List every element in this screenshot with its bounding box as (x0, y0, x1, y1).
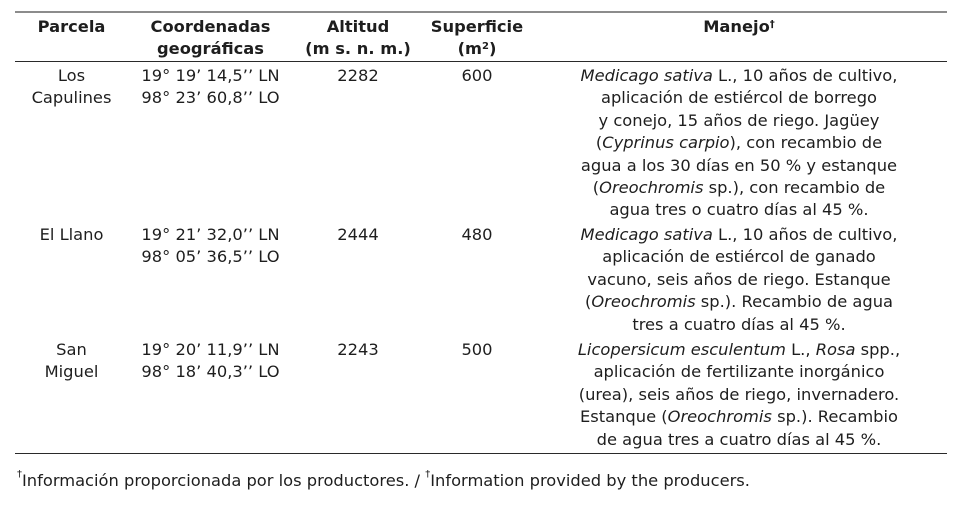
cell-altitud: 2444 (337, 225, 379, 244)
manejo-line (531, 110, 947, 132)
manejo-text: sp.). Recambio de agua (695, 292, 894, 312)
cell-superficie: 500 (461, 340, 493, 359)
manejo-line (531, 246, 947, 268)
manejo-text: sp.). Recambio (771, 407, 898, 427)
manejo-text: agua tres o cuatro días al 45 %. (609, 200, 869, 220)
manejo-text: y conejo, 15 años de riego. Jagüey (598, 110, 880, 130)
header-superficie-line2 (423, 38, 531, 60)
header-altitud-line1: Altitud (326, 17, 390, 36)
manejo-text: ( (595, 133, 603, 153)
cell-coordenadas (128, 65, 293, 224)
superficie-close: ) (488, 39, 497, 59)
footnote-text-en: Information provided by the producers. (430, 471, 750, 490)
table-row (15, 339, 947, 453)
table-bottom-rule (15, 453, 947, 454)
coord-latitude: 19° 21’ 32,0’’ LN (141, 225, 280, 244)
header-manejo-label: Manejo (703, 17, 770, 36)
manejo-line (531, 339, 947, 361)
header-manejo (531, 16, 947, 61)
manejo-line (531, 291, 947, 313)
manejo-text: L., 10 años de cultivo, (712, 66, 898, 85)
header-parcela (15, 16, 128, 61)
manejo-line (531, 177, 947, 199)
manejo-line (531, 224, 947, 246)
dagger-mark: † (769, 19, 775, 30)
manejo-text: ( (592, 178, 600, 198)
cell-coordenadas (128, 339, 293, 453)
manejo-line (531, 361, 947, 383)
cell-manejo (531, 339, 947, 453)
parcela-line: Miguel (44, 362, 99, 382)
cell-manejo (531, 65, 947, 224)
cell-altitud: 2282 (337, 66, 379, 85)
table-row (15, 62, 947, 224)
manejo-line (531, 87, 947, 109)
species-name: Oreochromis (591, 292, 696, 312)
manejo-text: aplicación de estiércol de ganado (602, 247, 876, 267)
parcela-line: El Llano (39, 225, 104, 244)
cell-manejo (531, 224, 947, 339)
manejo-line (531, 406, 947, 428)
header-coordenadas (128, 16, 293, 61)
coord-longitude: 98° 05’ 36,5’’ LO (141, 247, 280, 267)
manejo-text: L., (785, 340, 816, 359)
manejo-text: aplicación de estiércol de borrego (601, 88, 877, 108)
header-altitud-line2: (m s. n. m.) (305, 39, 411, 59)
species-name: Licopersicum esculentum (577, 340, 786, 359)
manejo-line (531, 155, 947, 177)
manejo-text: ), con recambio de (729, 133, 883, 153)
manejo-line (531, 269, 947, 291)
manejo-line (531, 384, 947, 406)
data-table (15, 11, 947, 454)
superficie-unit: (m (457, 39, 482, 59)
table-row (15, 224, 947, 339)
header-coordenadas-line2: geográficas (157, 39, 264, 59)
header-superficie-line1: Superficie (430, 17, 524, 36)
species-name: Oreochromis (667, 407, 772, 427)
manejo-text: agua a los 30 días en 50 % y estanque (580, 155, 898, 175)
manejo-line (531, 314, 947, 336)
manejo-text: vacuno, seis años de riego. Estanque (587, 269, 891, 289)
cell-parcela (15, 339, 128, 453)
coord-latitude: 19° 20’ 11,9’’ LN (141, 340, 280, 359)
species-name: Cyprinus carpio (602, 133, 730, 153)
species-name: Medicago sativa (580, 225, 713, 244)
cell-superficie: 480 (461, 225, 493, 244)
dagger-mark: † (425, 469, 431, 480)
coord-longitude: 98° 23’ 60,8’’ LO (141, 88, 280, 108)
superficie-exponent: 2 (481, 41, 489, 53)
manejo-text: ( (584, 292, 592, 312)
manejo-text: tres a cuatro días al 45 %. (632, 314, 846, 334)
parcela-line: San (56, 340, 87, 359)
species-name: Rosa (815, 340, 856, 359)
manejo-line (531, 65, 947, 87)
header-coordenadas-line1: Coordenadas (150, 17, 271, 36)
species-name: Oreochromis (599, 178, 704, 198)
manejo-text: sp.), con recambio de (703, 178, 886, 198)
manejo-text: de agua tres a cuatro días al 45 %. (596, 429, 882, 449)
table-footnote (17, 471, 750, 490)
table-header-row (15, 13, 947, 61)
parcela-line: Los (57, 66, 86, 85)
manejo-text: aplicación de fertilizante inorgánico (593, 362, 885, 382)
coord-longitude: 98° 18’ 40,3’’ LO (141, 362, 280, 382)
parcela-line: Capulines (31, 88, 112, 108)
manejo-text: L., 10 años de cultivo, (712, 225, 898, 244)
manejo-line (531, 132, 947, 154)
cell-parcela (15, 65, 128, 224)
cell-coordenadas (128, 224, 293, 339)
header-parcela-label: Parcela (37, 17, 106, 36)
species-name: Medicago sativa (580, 66, 713, 85)
dagger-mark: † (17, 469, 22, 480)
cell-altitud: 2243 (337, 340, 379, 359)
cell-superficie: 600 (461, 66, 493, 85)
manejo-line (531, 429, 947, 451)
footnote-text-es: Información proporcionada por los productores. / (22, 471, 426, 490)
manejo-text: Estanque ( (579, 407, 668, 427)
manejo-text: (urea), seis años de riego, invernadero. (578, 384, 900, 404)
header-altitud (293, 16, 423, 61)
coord-latitude: 19° 19’ 14,5’’ LN (141, 66, 280, 85)
cell-parcela (15, 224, 128, 339)
manejo-line (531, 199, 947, 221)
manejo-text: spp., (855, 340, 901, 359)
header-superficie (423, 16, 531, 61)
